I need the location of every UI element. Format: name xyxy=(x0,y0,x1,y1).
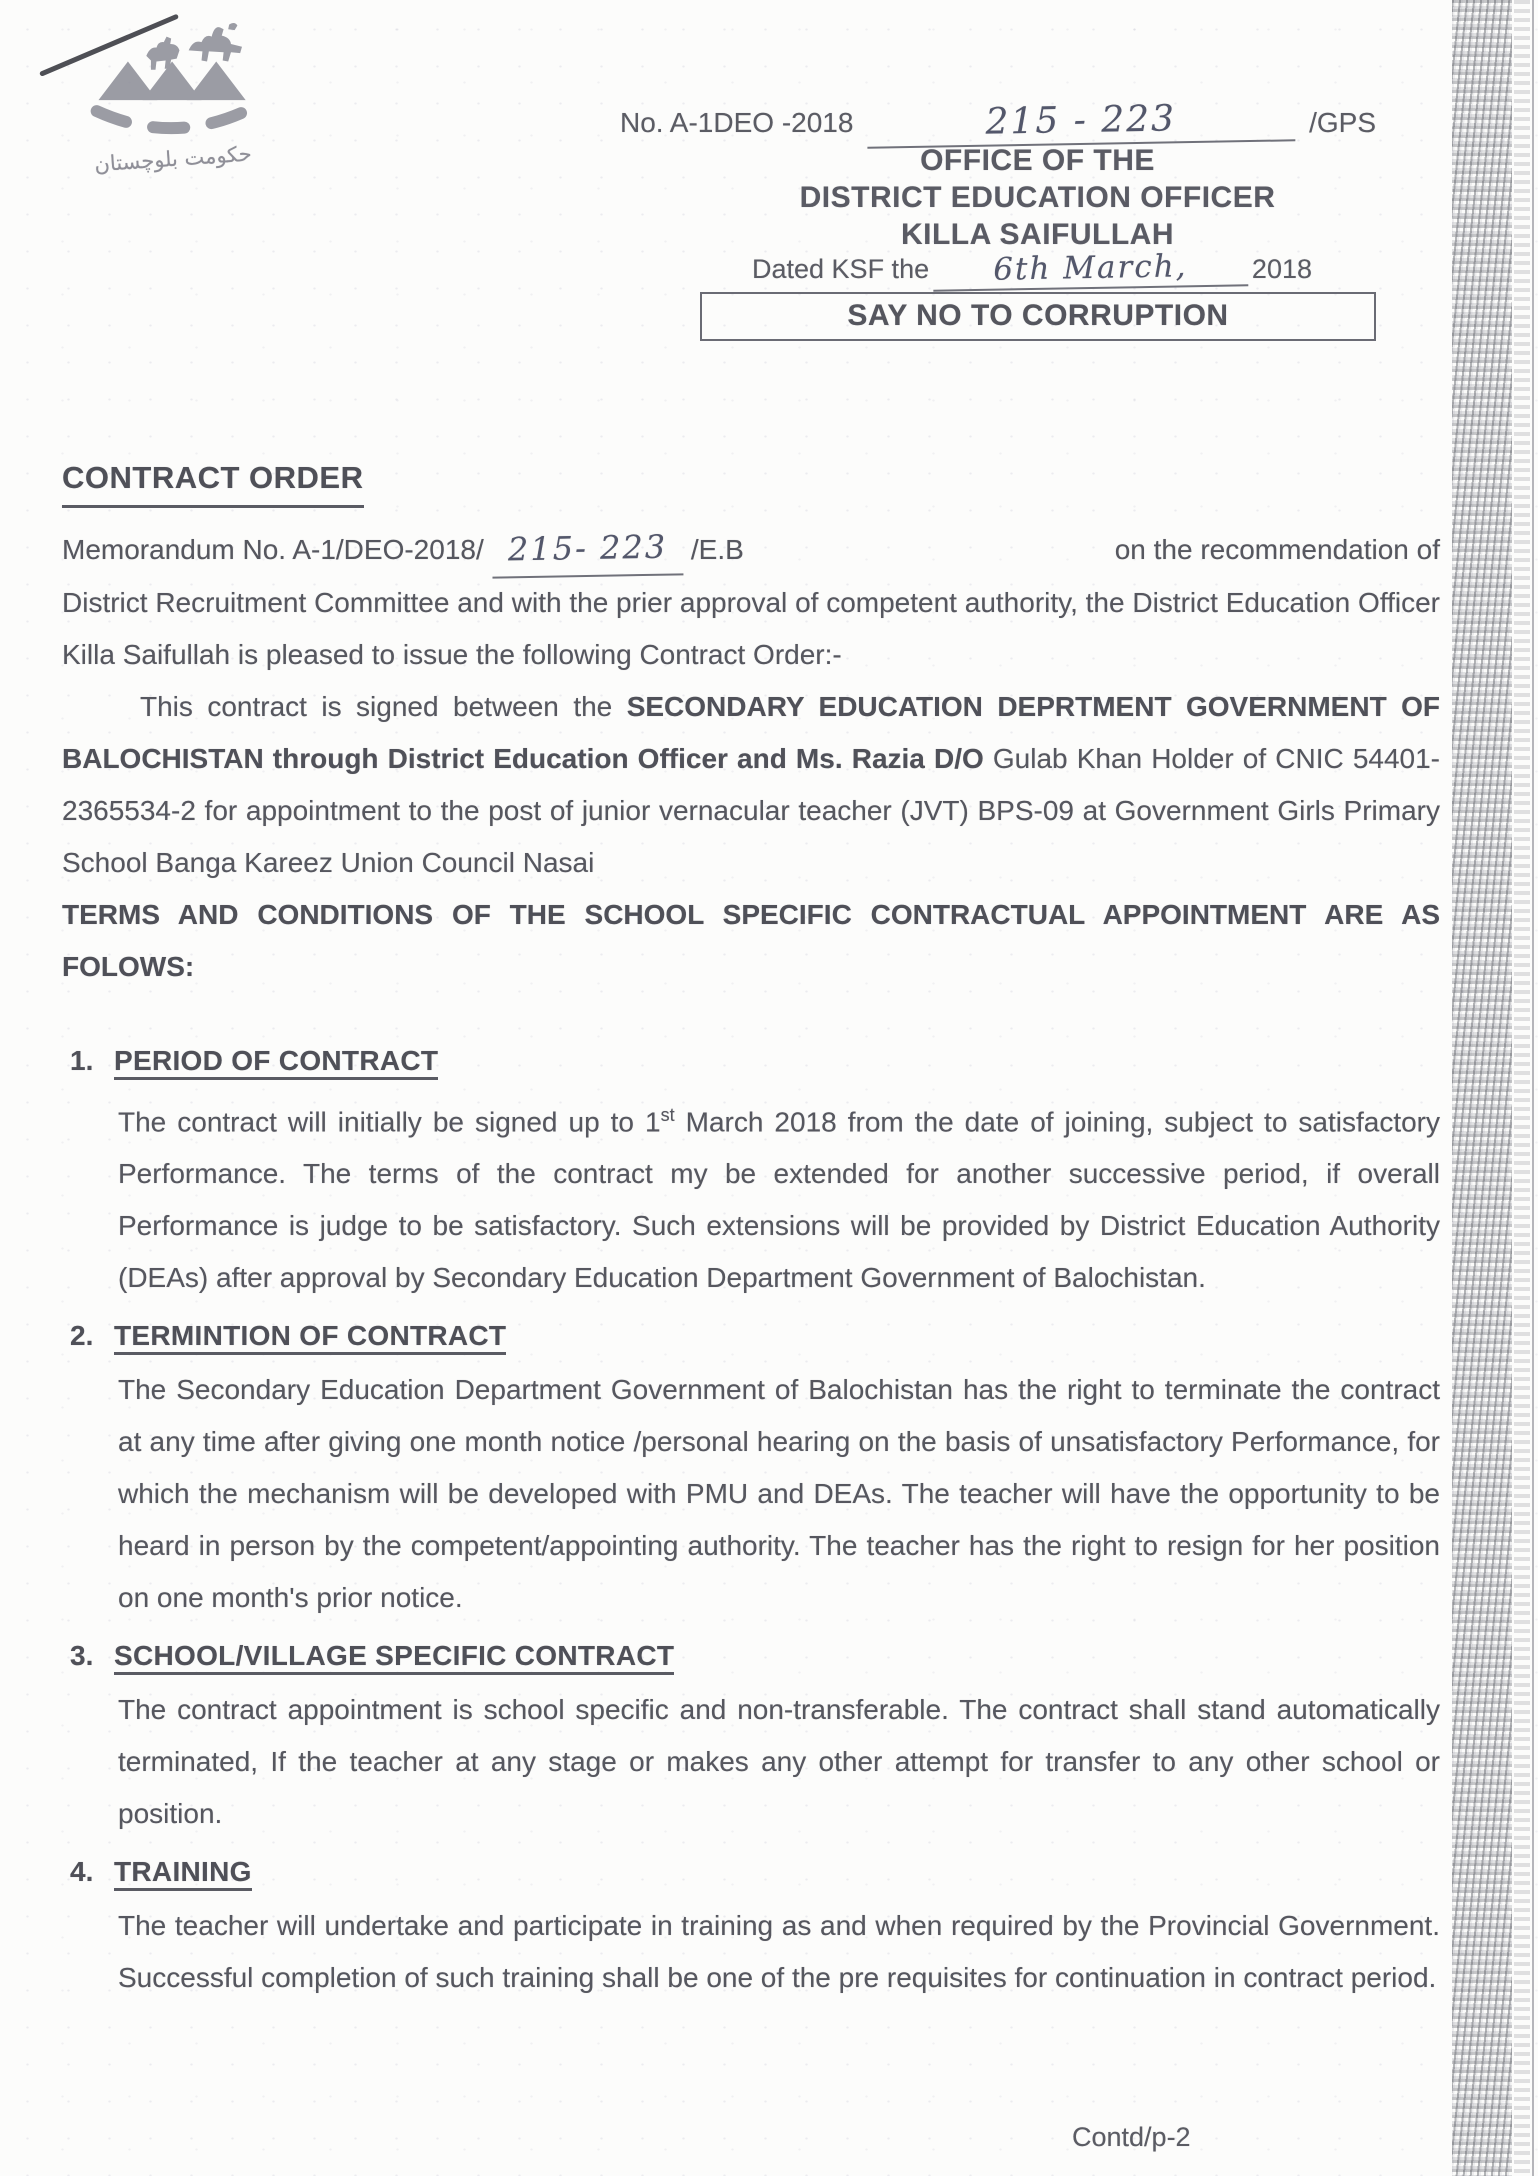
section-heading-row xyxy=(62,1310,1440,1362)
scan-binding-artifact xyxy=(1452,0,1512,2176)
section-body-text: The contract will initially be signed up to 1 xyxy=(118,1106,661,1138)
section-training xyxy=(62,1846,1440,2004)
section-period-of-contract xyxy=(62,1035,1440,1304)
contract-parties-paragraph xyxy=(62,681,1440,889)
section-number: 3. xyxy=(70,1640,94,1672)
terms-sections xyxy=(62,1035,1440,2004)
section-termination-of-contract xyxy=(62,1310,1440,1624)
section-title: TRAINING xyxy=(114,1856,252,1891)
contract-parties-bold: SECONDARY EDUCATION DEPRTMENT GOVERNMENT OF BALOCHISTAN through District Education Officer and Ms. Razia D/O xyxy=(62,691,1441,774)
scan-edge-line xyxy=(1532,0,1534,2176)
section-school-village-specific-contract xyxy=(62,1630,1440,1840)
section-body: The Secondary Education Department Government of Balochistan has the right to terminate the contract at any time after giving one month notice /personal hearing on the basis of unsatisfactory Performance, for which the mechanism will be developed with PMU and DEAs. The teacher will have the opportunity to be heard in person by the competent/appointing authority. The teacher has the right to resign for her position on one month's prior notice. xyxy=(118,1374,1440,1614)
office-line-3: KILLA SAIFULLAH xyxy=(900,218,1175,251)
memorandum-number-line xyxy=(62,522,1440,577)
section-title: SCHOOL/VILLAGE SPECIFIC CONTRACT xyxy=(114,1640,674,1675)
section-body: The contract appointment is school specific and non-transferable. The contract shall stand automatically terminated, If the teacher at any stage or makes any other attempt for transfer to any other school or position. xyxy=(118,1694,1440,1830)
section-title: PERIOD OF CONTRACT xyxy=(114,1045,438,1080)
memo-right-text: on the recommendation of xyxy=(1114,534,1440,565)
reference-number-label: No. A-1DEO -2018 xyxy=(620,107,854,138)
reference-number-row xyxy=(620,100,1376,145)
section-title: TERMINTION OF CONTRACT xyxy=(114,1320,506,1355)
emblem-graphic xyxy=(58,8,288,148)
say-no-to-corruption-box: SAY NO TO CORRUPTION xyxy=(700,292,1376,341)
continued-page-note: Contd/p-2 xyxy=(1072,2122,1191,2152)
memo-handwritten-number: 215- 223 xyxy=(491,520,683,578)
balochistan-government-emblem xyxy=(58,8,288,177)
contract-rest: Gulab Khan Holder of CNIC 54401-2365534-2 for appointment to the post of junior vernacular teacher (JVT) BPS-09 at Government Girls Primary School Banga Kareez Union Council Nasai xyxy=(62,743,1441,878)
dated-handwritten: 6th March, xyxy=(933,247,1248,291)
section-heading-row xyxy=(62,1630,1440,1682)
section-body xyxy=(118,1089,1440,1304)
section-number: 2. xyxy=(70,1320,94,1352)
dated-year: 2018 xyxy=(1251,254,1312,284)
emblem-urdu-caption: حکومت بلوچستان xyxy=(93,141,253,177)
memo-suffix: /E.B xyxy=(690,534,744,565)
section-heading-row xyxy=(62,1846,1440,1898)
contract-lead: This contract is signed between the xyxy=(140,691,627,722)
document-body xyxy=(62,452,1440,2004)
office-line-2: DISTRICT EDUCATION OFFICER xyxy=(799,181,1276,214)
section-body: The teacher will undertake and participate in training as and when required by the Provincial Government. Successful completion of such training shall be one of the pre requisites for continuation in contract period. xyxy=(118,1910,1440,1994)
memo-prefix: Memorandum No. A-1/DEO-2018/ xyxy=(62,534,484,565)
section-body-text: March 2018 from the date of joining, subject to satisfactory Performance. The terms of the contract my be extended for another successive period, if overall Performance is judge to be satisfactory. Such extensions will be provided by District Education Authority (DEAs) after approval by Secondary Education Department Government of Balochistan. xyxy=(118,1106,1440,1294)
document-title: CONTRACT ORDER xyxy=(62,452,364,508)
dated-label: Dated KSF the xyxy=(752,254,930,284)
office-line-1: OFFICE OF THE xyxy=(920,144,1155,177)
section-number: 4. xyxy=(70,1856,94,1888)
reference-number-handwritten: 215 - 223 xyxy=(867,96,1295,148)
terms-and-conditions-heading: TERMS AND CONDITIONS OF THE SCHOOL SPECIFIC CONTRACTUAL APPOINTMENT ARE AS FOLOWS: xyxy=(62,899,1440,982)
reference-number-suffix: /GPS xyxy=(1309,107,1376,138)
ordinal-superscript: st xyxy=(660,1105,675,1125)
section-number: 1. xyxy=(70,1045,94,1076)
office-letterhead xyxy=(700,142,1375,253)
memorandum-continuation: District Recruitment Committee and with the prier approval of competent authority, the District Education Officer Killa Saifullah is pleased to issue the following Contract Order:- xyxy=(62,587,1440,670)
dated-row xyxy=(752,250,1312,289)
section-heading-row xyxy=(62,1035,1440,1087)
scan-edge-texture xyxy=(1514,0,1530,2176)
